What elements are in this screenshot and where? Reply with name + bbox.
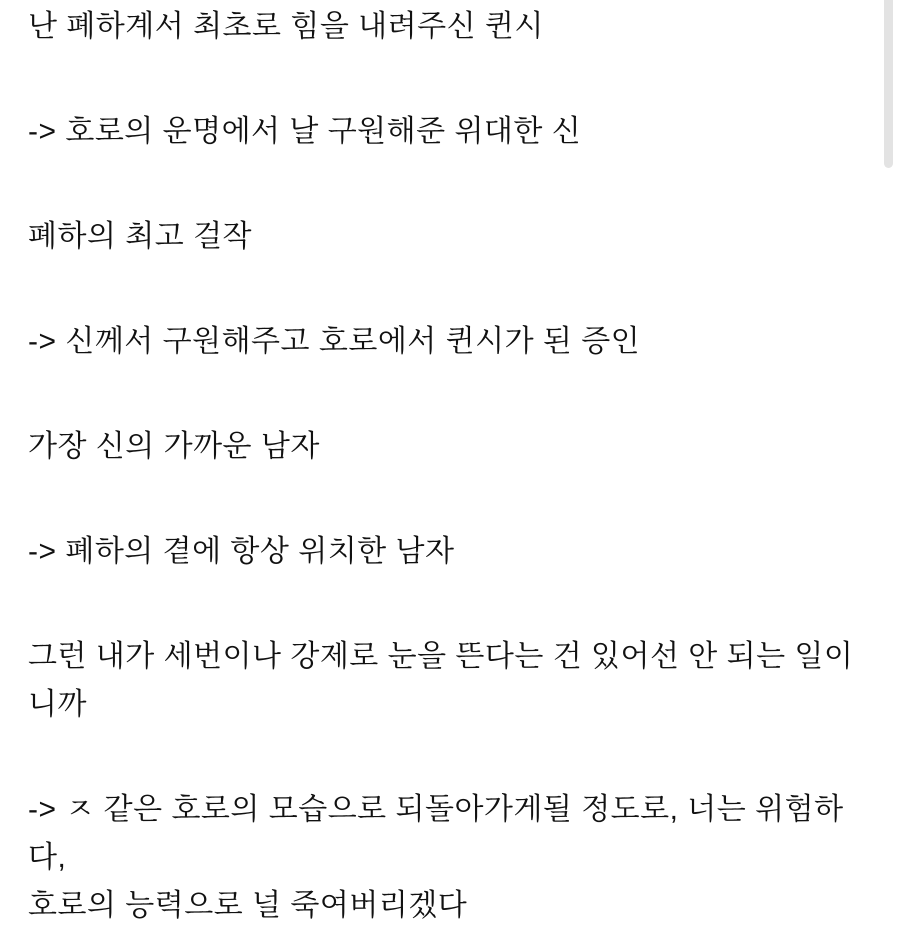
paragraph <box>28 528 860 576</box>
paragraph <box>28 318 860 366</box>
paragraph-line: 폐하의 최고 걸작 <box>28 220 253 253</box>
paragraph <box>28 3 860 51</box>
paragraph <box>28 213 860 261</box>
paragraph-line: -> ㅈ 같은 호로의 모습으로 되돌아가게될 정도로, 너는 위험하다, <box>28 793 844 874</box>
paragraph <box>28 633 860 729</box>
scrollbar-thumb[interactable] <box>884 0 893 168</box>
paragraph-line: 가장 신의 가까운 남자 <box>28 430 320 463</box>
paragraph-line: 그런 내가 세번이나 강제로 눈을 뜬다는 건 있어선 안 되는 일이니까 <box>28 640 854 721</box>
paragraph-line: -> 신께서 구원해주고 호로에서 퀸시가 된 증인 <box>28 325 641 358</box>
paragraph-line: -> 호로의 운명에서 날 구원해준 위대한 신 <box>28 115 582 148</box>
paragraph <box>28 108 860 156</box>
paragraph <box>28 423 860 471</box>
paragraph <box>28 786 860 930</box>
paragraph-line: 호로의 능력으로 널 죽여버리겠다 <box>28 889 468 922</box>
paragraph-line: 난 폐하계서 최초로 힘을 내려주신 퀸시 <box>28 10 544 43</box>
paragraph-line: -> 폐하의 곁에 항상 위치한 남자 <box>28 535 455 568</box>
